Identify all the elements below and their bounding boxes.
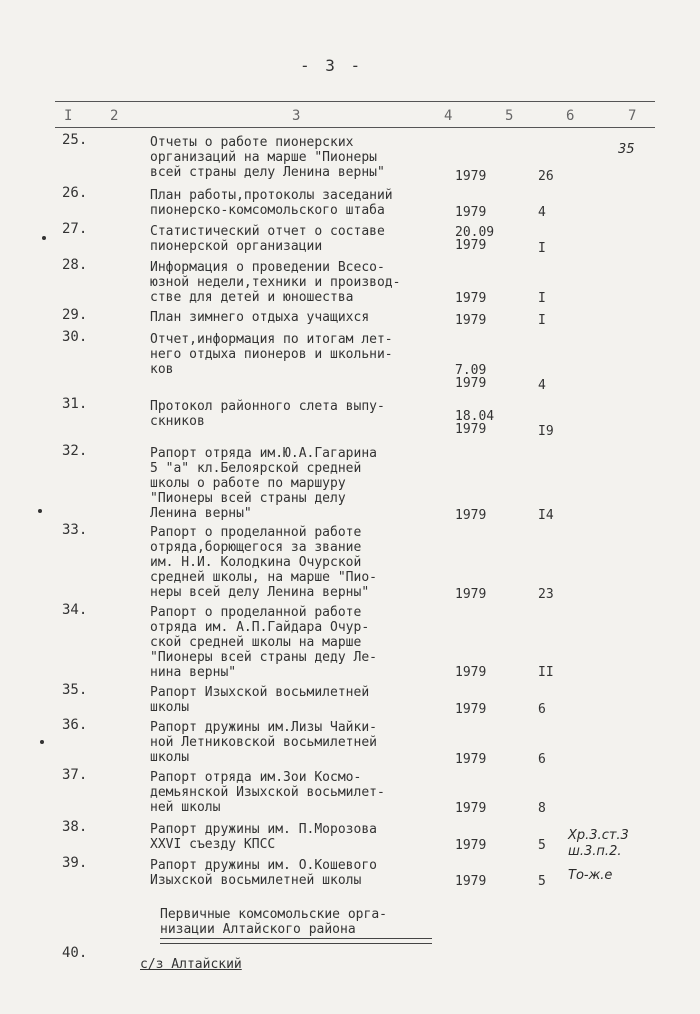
row-description-line: "Пионеры всей страны деду Ле- (150, 650, 377, 665)
row-date: 1979 (455, 587, 487, 602)
row-date: 1979 (455, 508, 487, 523)
row-description-line: Рапорт Изыхской восьмилетней (150, 685, 370, 700)
row-description-line: Информация о проведении Всесо- (150, 260, 385, 275)
row-description-line: Рапорт о проделанной работе (150, 605, 362, 620)
row-date: 1979 (455, 422, 487, 437)
row-description-line: отряда им. А.П.Гайдара Очур- (150, 620, 370, 635)
row-description-line: Рапорт дружины им.Лизы Чайки- (150, 720, 377, 735)
row-sheet-count: 6 (538, 702, 546, 717)
row-description-line: им. Н.И. Колодкина Очурской (150, 555, 362, 570)
column-header: 5 (505, 108, 514, 124)
row-number: 28. (62, 257, 88, 273)
row-description-line: скников (150, 414, 205, 429)
row-description-line: него отдыха пионеров и школьни- (150, 347, 393, 362)
row-date: 1979 (455, 665, 487, 680)
row-description-line: Отчет,информация по итогам лет- (150, 332, 393, 347)
row-description: с/з Алтайский (140, 957, 242, 972)
row-sheet-count: I (538, 291, 546, 306)
row-number: 27. (62, 221, 88, 237)
row-date: 1979 (455, 874, 487, 889)
row-description-line: средней школы, на марше "Пио- (150, 570, 377, 585)
row-date: 1979 (455, 169, 487, 184)
row-description-line: ной Летниковской восьмилетней (150, 735, 377, 750)
row-description-line: Протокол районного слета выпу- (150, 399, 385, 414)
row-number: 25. (62, 132, 88, 148)
row-description-line: Рапорт отряда им.Зои Космо- (150, 770, 362, 785)
row-description-line: юзной недели,техники и производ- (150, 275, 401, 290)
row-handwritten-note: Хр.3.ст.3 (568, 828, 629, 843)
row-description-line: Рапорт о проделанной работе (150, 525, 362, 540)
row-number: 40. (62, 945, 88, 961)
row-description-line: План работы,протоколы заседаний (150, 188, 393, 203)
row-date: 1979 (455, 801, 487, 816)
column-header: I (64, 108, 73, 124)
row-description-line: стве для детей и юношества (150, 290, 354, 305)
row-date: 20.09 (455, 225, 495, 240)
row-date: 1979 (455, 291, 487, 306)
row-description-line: ней школы (150, 800, 221, 815)
section-heading-line: Первичные комсомольские орга- (160, 907, 387, 922)
row-sheet-count: II (538, 665, 554, 680)
header-bottom-rule (55, 127, 655, 128)
row-sheet-count: 4 (538, 205, 546, 220)
row-description-line: Рапорт дружины им. П.Морозова (150, 822, 377, 837)
row-date: 7.09 (455, 363, 487, 378)
row-description-line: План зимнего отдыха учащихся (150, 310, 370, 325)
column-header: 2 (110, 108, 119, 124)
row-date: 1979 (455, 238, 487, 253)
column-header: 3 (292, 108, 301, 124)
row-description-line: демьянской Изыхской восьмилет- (150, 785, 385, 800)
row-number: 32. (62, 443, 88, 459)
row-description-line: нина верны" (150, 665, 237, 680)
row-number: 33. (62, 522, 88, 538)
row-number: 38. (62, 819, 88, 835)
row-date: 1979 (455, 838, 487, 853)
row-description-line: ской средней школы на марше (150, 635, 362, 650)
row-sheet-count: I (538, 313, 546, 328)
table-top-rule (55, 101, 655, 102)
row-description-line: ХХVI съезду КПСС (150, 837, 276, 852)
row-description-line: ков (150, 362, 174, 377)
row-handwritten-note: ш.3.п.2. (568, 844, 622, 859)
row-description-line: неры всей делу Ленина верны" (150, 585, 370, 600)
row-sheet-count: 4 (538, 378, 546, 393)
row-sheet-count: I9 (538, 424, 554, 439)
row-description-line: Ленина верны" (150, 506, 252, 521)
row-sheet-count: 8 (538, 801, 546, 816)
row-sheet-count: 5 (538, 838, 546, 853)
row-description-line: школы (150, 700, 190, 715)
section-heading-underline (160, 938, 432, 944)
row-number: 36. (62, 717, 88, 733)
row-description-line: школы (150, 750, 190, 765)
row-sheet-count: 23 (538, 587, 554, 602)
row-description-line: Статистический отчет о составе (150, 224, 385, 239)
column-header: 4 (444, 108, 453, 124)
row-description-line: Рапорт дружины им. О.Кошевого (150, 858, 377, 873)
row-sheet-count: 26 (538, 169, 554, 184)
row-handwritten-note: То-ж.е (568, 868, 613, 883)
row-description-line: школы о работе по маршуру (150, 476, 346, 491)
row-date: 1979 (455, 205, 487, 220)
column-header: 6 (566, 108, 575, 124)
row-number: 30. (62, 329, 88, 345)
page-number: - 3 - (300, 56, 364, 75)
row-description-line: пионерской организации (150, 239, 323, 254)
row-number: 34. (62, 602, 88, 618)
row-description-line: пионерско-комсомольского штаба (150, 203, 385, 218)
row-sheet-count: 5 (538, 874, 546, 889)
row-description-line: Изыхской восьмилетней школы (150, 873, 362, 888)
row-sheet-count: 6 (538, 752, 546, 767)
row-number: 35. (62, 682, 88, 698)
row-description-line: Отчеты о работе пионерских (150, 135, 354, 150)
row-date: 1979 (455, 752, 487, 767)
row-number: 31. (62, 396, 88, 412)
row-date: 18.04 (455, 409, 495, 424)
row-number: 39. (62, 855, 88, 871)
row-date: 1979 (455, 702, 487, 717)
margin-mark (40, 740, 44, 744)
row-date: 1979 (455, 376, 487, 391)
row-number: 29. (62, 307, 88, 323)
row-handwritten-note: 35 (618, 142, 635, 157)
section-heading-line: низации Алтайского района (160, 922, 356, 937)
row-sheet-count: I4 (538, 508, 554, 523)
row-description-line: Рапорт отряда им.Ю.А.Гагарина (150, 446, 377, 461)
margin-mark (38, 509, 42, 513)
row-description-line: организаций на марше "Пионеры (150, 150, 377, 165)
row-description-line: "Пионеры всей страны делу (150, 491, 346, 506)
row-date: 1979 (455, 313, 487, 328)
row-number: 26. (62, 185, 88, 201)
margin-mark (42, 236, 46, 240)
row-description-line: отряда,борющегося за звание (150, 540, 362, 555)
row-sheet-count: I (538, 241, 546, 256)
column-header: 7 (628, 108, 637, 124)
row-description-line: всей страны делу Ленина верны" (150, 165, 385, 180)
row-number: 37. (62, 767, 88, 783)
row-description-line: 5 "а" кл.Белоярской средней (150, 461, 362, 476)
